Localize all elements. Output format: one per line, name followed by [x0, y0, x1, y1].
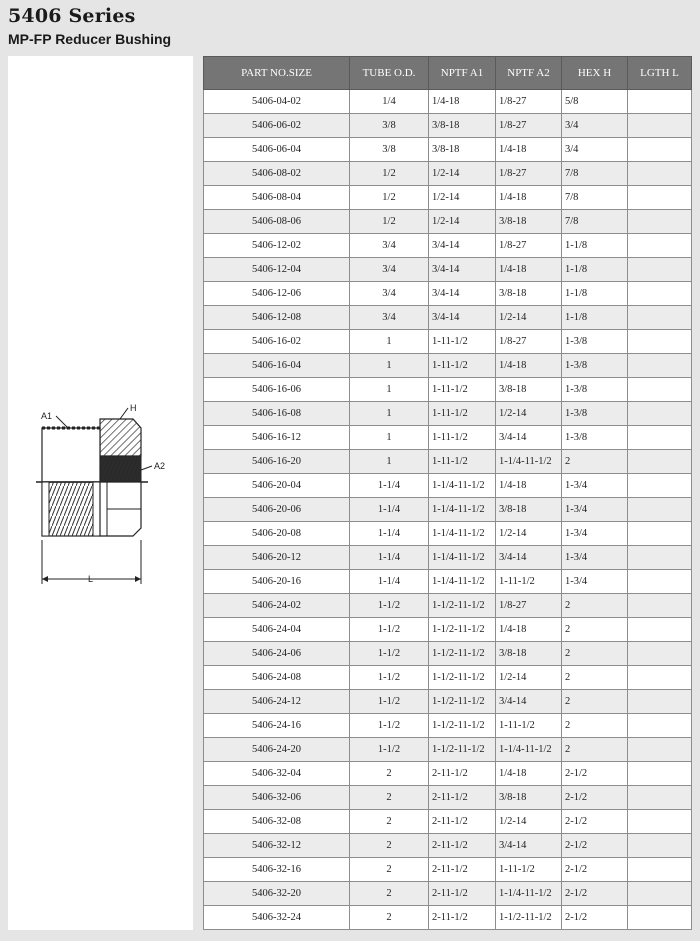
part-no-cell: 5406-32-24: [204, 906, 350, 930]
part-no-cell: 5406-16-08: [204, 402, 350, 426]
nptf-a2-cell: 3/8-18: [496, 378, 562, 402]
length-l-cell: [628, 258, 692, 282]
nptf-a2-cell: 1/2-14: [496, 810, 562, 834]
tube-od-cell: 1: [350, 378, 429, 402]
table-row: [204, 114, 692, 138]
nptf-a1-cell: 1-1/2-11-1/2: [429, 666, 496, 690]
label-a1: A1: [41, 411, 53, 421]
tube-od-cell: 1-1/4: [350, 522, 429, 546]
tube-od-cell: 2: [350, 906, 429, 930]
table-row: [204, 690, 692, 714]
table-row: [204, 642, 692, 666]
tube-od-cell: 1: [350, 450, 429, 474]
table-row: [204, 594, 692, 618]
part-no-cell: 5406-24-06: [204, 642, 350, 666]
column-header-hex-h: HEX H: [562, 57, 628, 90]
table-row: [204, 618, 692, 642]
nptf-a2-cell: 3/4-14: [496, 834, 562, 858]
tube-od-cell: 2: [350, 858, 429, 882]
hex-h-cell: 1-3/8: [562, 426, 628, 450]
part-no-cell: 5406-06-02: [204, 114, 350, 138]
length-l-cell: [628, 522, 692, 546]
part-no-cell: 5406-08-06: [204, 210, 350, 234]
table-row: [204, 354, 692, 378]
table-row: [204, 138, 692, 162]
part-no-cell: 5406-32-06: [204, 786, 350, 810]
table-row: [204, 834, 692, 858]
hex-h-cell: 2: [562, 690, 628, 714]
tube-od-cell: 2: [350, 786, 429, 810]
hex-h-cell: 2-1/2: [562, 786, 628, 810]
length-l-cell: [628, 498, 692, 522]
length-l-cell: [628, 90, 692, 114]
tube-od-cell: 3/4: [350, 282, 429, 306]
table-row: [204, 738, 692, 762]
length-l-cell: [628, 738, 692, 762]
hex-h-cell: 2: [562, 714, 628, 738]
tube-od-cell: 2: [350, 882, 429, 906]
part-no-cell: 5406-20-16: [204, 570, 350, 594]
length-l-cell: [628, 402, 692, 426]
nptf-a1-cell: 1-11-1/2: [429, 426, 496, 450]
tube-od-cell: 1: [350, 354, 429, 378]
length-l-cell: [628, 426, 692, 450]
length-l-cell: [628, 618, 692, 642]
part-no-cell: 5406-20-12: [204, 546, 350, 570]
length-l-cell: [628, 306, 692, 330]
length-l-cell: [628, 642, 692, 666]
length-l-cell: [628, 186, 692, 210]
nptf-a1-cell: 1-1/4-11-1/2: [429, 474, 496, 498]
nptf-a1-cell: 3/8-18: [429, 138, 496, 162]
table-row: [204, 426, 692, 450]
hex-h-cell: 2-1/2: [562, 858, 628, 882]
nptf-a1-cell: 1-1/2-11-1/2: [429, 642, 496, 666]
hex-h-cell: 1-1/8: [562, 306, 628, 330]
part-no-cell: 5406-20-06: [204, 498, 350, 522]
nptf-a1-cell: 3/8-18: [429, 114, 496, 138]
tube-od-cell: 1-1/2: [350, 618, 429, 642]
part-no-cell: 5406-08-02: [204, 162, 350, 186]
specification-table: [203, 56, 692, 930]
nptf-a2-cell: 3/8-18: [496, 642, 562, 666]
nptf-a2-cell: 1-1/4-11-1/2: [496, 450, 562, 474]
table-row: [204, 762, 692, 786]
nptf-a2-cell: 1/2-14: [496, 306, 562, 330]
hex-h-cell: 1-3/8: [562, 402, 628, 426]
hex-h-cell: 3/4: [562, 138, 628, 162]
label-l: L: [88, 574, 94, 584]
hex-h-cell: 2: [562, 594, 628, 618]
hex-h-cell: 1-3/8: [562, 378, 628, 402]
nptf-a1-cell: 1-11-1/2: [429, 378, 496, 402]
hex-h-cell: 2: [562, 666, 628, 690]
nptf-a1-cell: 1-11-1/2: [429, 450, 496, 474]
part-no-cell: 5406-20-04: [204, 474, 350, 498]
table-row: [204, 186, 692, 210]
column-header-length-l: LGTH L: [628, 57, 692, 90]
nptf-a1-cell: 1/2-14: [429, 162, 496, 186]
tube-od-cell: 1: [350, 402, 429, 426]
column-header-nptf-a1: NPTF A1: [429, 57, 496, 90]
hex-h-cell: 1-1/8: [562, 234, 628, 258]
nptf-a1-cell: 2-11-1/2: [429, 810, 496, 834]
part-no-cell: 5406-24-08: [204, 666, 350, 690]
nptf-a1-cell: 1-1/4-11-1/2: [429, 522, 496, 546]
nptf-a1-cell: 1-1/2-11-1/2: [429, 690, 496, 714]
length-l-cell: [628, 714, 692, 738]
nptf-a2-cell: 1/8-27: [496, 330, 562, 354]
part-no-cell: 5406-06-04: [204, 138, 350, 162]
table-row: [204, 786, 692, 810]
tube-od-cell: 1-1/4: [350, 570, 429, 594]
part-no-cell: 5406-24-12: [204, 690, 350, 714]
hex-h-cell: 2-1/2: [562, 882, 628, 906]
table-row: [204, 162, 692, 186]
body-upper: [42, 428, 100, 482]
table-row: [204, 402, 692, 426]
part-no-cell: 5406-24-02: [204, 594, 350, 618]
tube-od-cell: 1-1/2: [350, 666, 429, 690]
nptf-a1-cell: 1/2-14: [429, 210, 496, 234]
length-l-cell: [628, 450, 692, 474]
nptf-a1-cell: 2-11-1/2: [429, 834, 496, 858]
hex-h-cell: 1-3/4: [562, 546, 628, 570]
series-title: 5406 Series: [8, 5, 136, 27]
hex-section-upper: [100, 419, 141, 456]
label-a2: A2: [154, 461, 166, 471]
length-l-cell: [628, 114, 692, 138]
nptf-a2-cell: 3/8-18: [496, 210, 562, 234]
table-row: [204, 450, 692, 474]
tube-od-cell: 3/4: [350, 258, 429, 282]
part-no-cell: 5406-24-16: [204, 714, 350, 738]
nptf-a1-cell: 3/4-14: [429, 258, 496, 282]
length-l-cell: [628, 330, 692, 354]
nptf-a2-cell: 1-11-1/2: [496, 570, 562, 594]
nptf-a2-cell: 1-1/2-11-1/2: [496, 906, 562, 930]
table-row: [204, 714, 692, 738]
part-no-cell: 5406-12-02: [204, 234, 350, 258]
hex-h-cell: 1-1/8: [562, 282, 628, 306]
part-no-cell: 5406-16-06: [204, 378, 350, 402]
table-row: [204, 234, 692, 258]
nptf-a2-cell: 1/4-18: [496, 138, 562, 162]
table-row: [204, 546, 692, 570]
nptf-a1-cell: 1-1/4-11-1/2: [429, 570, 496, 594]
nptf-a1-cell: 1-1/2-11-1/2: [429, 618, 496, 642]
nptf-a1-cell: 1-11-1/2: [429, 354, 496, 378]
nptf-a2-cell: 1-1/4-11-1/2: [496, 738, 562, 762]
nptf-a2-cell: 1/8-27: [496, 114, 562, 138]
tube-od-cell: 1/2: [350, 210, 429, 234]
column-header-nptf-a2: NPTF A2: [496, 57, 562, 90]
nptf-a2-cell: 1/8-27: [496, 162, 562, 186]
table-row: [204, 522, 692, 546]
nptf-a1-cell: 1-1/2-11-1/2: [429, 714, 496, 738]
hex-h-cell: 2-1/2: [562, 762, 628, 786]
tube-od-cell: 1-1/4: [350, 498, 429, 522]
nptf-a2-cell: 1/2-14: [496, 402, 562, 426]
hex-h-cell: 1-3/4: [562, 522, 628, 546]
part-no-cell: 5406-24-04: [204, 618, 350, 642]
drawing-panel: [8, 56, 193, 930]
part-no-cell: 5406-32-04: [204, 762, 350, 786]
tube-od-cell: 3/8: [350, 138, 429, 162]
nptf-a1-cell: 3/4-14: [429, 234, 496, 258]
part-no-cell: 5406-16-02: [204, 330, 350, 354]
table-row: [204, 858, 692, 882]
nptf-a2-cell: 1-11-1/2: [496, 714, 562, 738]
part-no-cell: 5406-32-16: [204, 858, 350, 882]
table-row: [204, 378, 692, 402]
nptf-a2-cell: 3/4-14: [496, 426, 562, 450]
hex-h-cell: 7/8: [562, 186, 628, 210]
length-l-cell: [628, 906, 692, 930]
nptf-a2-cell: 1/2-14: [496, 666, 562, 690]
hex-h-cell: 2-1/2: [562, 810, 628, 834]
part-no-cell: 5406-32-12: [204, 834, 350, 858]
hex-h-cell: 1-3/4: [562, 570, 628, 594]
length-l-cell: [628, 378, 692, 402]
length-l-cell: [628, 354, 692, 378]
length-l-cell: [628, 690, 692, 714]
nptf-a1-cell: 2-11-1/2: [429, 882, 496, 906]
hex-h-cell: 2: [562, 618, 628, 642]
nptf-a1-cell: 1/4-18: [429, 90, 496, 114]
length-l-cell: [628, 570, 692, 594]
part-no-cell: 5406-08-04: [204, 186, 350, 210]
hex-h-cell: 7/8: [562, 162, 628, 186]
nptf-a1-cell: 2-11-1/2: [429, 906, 496, 930]
nptf-a1-cell: 2-11-1/2: [429, 762, 496, 786]
length-l-cell: [628, 234, 692, 258]
table-row: [204, 258, 692, 282]
nptf-a2-cell: 1/4-18: [496, 186, 562, 210]
tube-od-cell: 1-1/2: [350, 594, 429, 618]
column-header-part-no: PART NO.SIZE: [204, 57, 350, 90]
hex-h-cell: 2-1/2: [562, 906, 628, 930]
nptf-a2-cell: 1/2-14: [496, 522, 562, 546]
nptf-a1-cell: 2-11-1/2: [429, 786, 496, 810]
tube-od-cell: 1/2: [350, 186, 429, 210]
nptf-a2-cell: 1/4-18: [496, 474, 562, 498]
part-no-cell: 5406-32-08: [204, 810, 350, 834]
length-l-cell: [628, 786, 692, 810]
table-row: [204, 90, 692, 114]
length-l-cell: [628, 666, 692, 690]
length-l-cell: [628, 210, 692, 234]
nptf-a2-cell: 3/8-18: [496, 498, 562, 522]
table-row: [204, 210, 692, 234]
nptf-a2-cell: 1/4-18: [496, 354, 562, 378]
hex-h-cell: 1-3/4: [562, 498, 628, 522]
part-no-cell: 5406-12-06: [204, 282, 350, 306]
table-row: [204, 282, 692, 306]
part-no-cell: 5406-04-02: [204, 90, 350, 114]
table-row: [204, 906, 692, 930]
tube-od-cell: 1-1/2: [350, 642, 429, 666]
nptf-a2-cell: 1/8-27: [496, 594, 562, 618]
tube-od-cell: 1/2: [350, 162, 429, 186]
tube-od-cell: 2: [350, 762, 429, 786]
part-no-cell: 5406-32-20: [204, 882, 350, 906]
part-no-cell: 5406-16-04: [204, 354, 350, 378]
nptf-a1-cell: 1-1/4-11-1/2: [429, 498, 496, 522]
part-no-cell: 5406-16-12: [204, 426, 350, 450]
tube-od-cell: 3/8: [350, 114, 429, 138]
nptf-a2-cell: 1/4-18: [496, 258, 562, 282]
nptf-a2-cell: 1-1/4-11-1/2: [496, 882, 562, 906]
nptf-a1-cell: 3/4-14: [429, 306, 496, 330]
length-l-cell: [628, 834, 692, 858]
nptf-a1-cell: 1-1/2-11-1/2: [429, 738, 496, 762]
part-no-cell: 5406-20-08: [204, 522, 350, 546]
tube-od-cell: 1-1/2: [350, 690, 429, 714]
hex-h-cell: 2: [562, 738, 628, 762]
male-thread-body: [42, 482, 100, 536]
tube-od-cell: 1-1/4: [350, 474, 429, 498]
length-l-cell: [628, 762, 692, 786]
table-row: [204, 810, 692, 834]
nptf-a1-cell: 1-11-1/2: [429, 402, 496, 426]
length-l-cell: [628, 162, 692, 186]
column-header-tube-od: TUBE O.D.: [350, 57, 429, 90]
table-row: [204, 666, 692, 690]
nptf-a2-cell: 1/4-18: [496, 618, 562, 642]
tube-od-cell: 1-1/2: [350, 738, 429, 762]
table-header-row: [204, 57, 692, 90]
nptf-a2-cell: 1/4-18: [496, 762, 562, 786]
nptf-a2-cell: 1/8-27: [496, 90, 562, 114]
table-row: [204, 330, 692, 354]
tube-od-cell: 1: [350, 330, 429, 354]
length-l-cell: [628, 546, 692, 570]
nptf-a1-cell: 2-11-1/2: [429, 858, 496, 882]
length-l-cell: [628, 138, 692, 162]
hex-h-cell: 1-1/8: [562, 258, 628, 282]
hex-h-cell: 3/4: [562, 114, 628, 138]
hex-h-cell: 1-3/8: [562, 330, 628, 354]
hex-h-cell: 1-3/8: [562, 354, 628, 378]
nptf-a2-cell: 1-11-1/2: [496, 858, 562, 882]
tube-od-cell: 3/4: [350, 306, 429, 330]
length-l-cell: [628, 282, 692, 306]
tube-od-cell: 1-1/4: [350, 546, 429, 570]
nptf-a1-cell: 1-1/4-11-1/2: [429, 546, 496, 570]
nptf-a1-cell: 1/2-14: [429, 186, 496, 210]
hex-h-cell: 5/8: [562, 90, 628, 114]
part-no-cell: 5406-24-20: [204, 738, 350, 762]
table-row: [204, 474, 692, 498]
hex-h-cell: 7/8: [562, 210, 628, 234]
nptf-a2-cell: 3/8-18: [496, 786, 562, 810]
length-l-cell: [628, 594, 692, 618]
nptf-a2-cell: 3/4-14: [496, 690, 562, 714]
nptf-a1-cell: 3/4-14: [429, 282, 496, 306]
table-row: [204, 882, 692, 906]
nptf-a1-cell: 1-11-1/2: [429, 330, 496, 354]
reducer-bushing-drawing: [8, 56, 193, 930]
hex-h-cell: 1-3/4: [562, 474, 628, 498]
length-l-cell: [628, 474, 692, 498]
tube-od-cell: 3/4: [350, 234, 429, 258]
table-row: [204, 570, 692, 594]
hex-h-cell: 2: [562, 450, 628, 474]
nptf-a2-cell: 1/8-27: [496, 234, 562, 258]
length-l-cell: [628, 882, 692, 906]
table-row: [204, 306, 692, 330]
label-h: H: [130, 403, 137, 413]
nptf-a2-cell: 3/8-18: [496, 282, 562, 306]
nptf-a2-cell: 3/4-14: [496, 546, 562, 570]
hex-h-cell: 2: [562, 642, 628, 666]
part-no-cell: 5406-12-04: [204, 258, 350, 282]
length-l-cell: [628, 858, 692, 882]
tube-od-cell: 2: [350, 834, 429, 858]
table-row: [204, 498, 692, 522]
nptf-a1-cell: 1-1/2-11-1/2: [429, 594, 496, 618]
tube-od-cell: 1/4: [350, 90, 429, 114]
tube-od-cell: 1: [350, 426, 429, 450]
part-no-cell: 5406-16-20: [204, 450, 350, 474]
tube-od-cell: 2: [350, 810, 429, 834]
tube-od-cell: 1-1/2: [350, 714, 429, 738]
table-body: [204, 90, 692, 930]
part-no-cell: 5406-12-08: [204, 306, 350, 330]
hex-h-cell: 2-1/2: [562, 834, 628, 858]
length-l-cell: [628, 810, 692, 834]
product-subtitle: MP-FP Reducer Bushing: [8, 31, 172, 47]
